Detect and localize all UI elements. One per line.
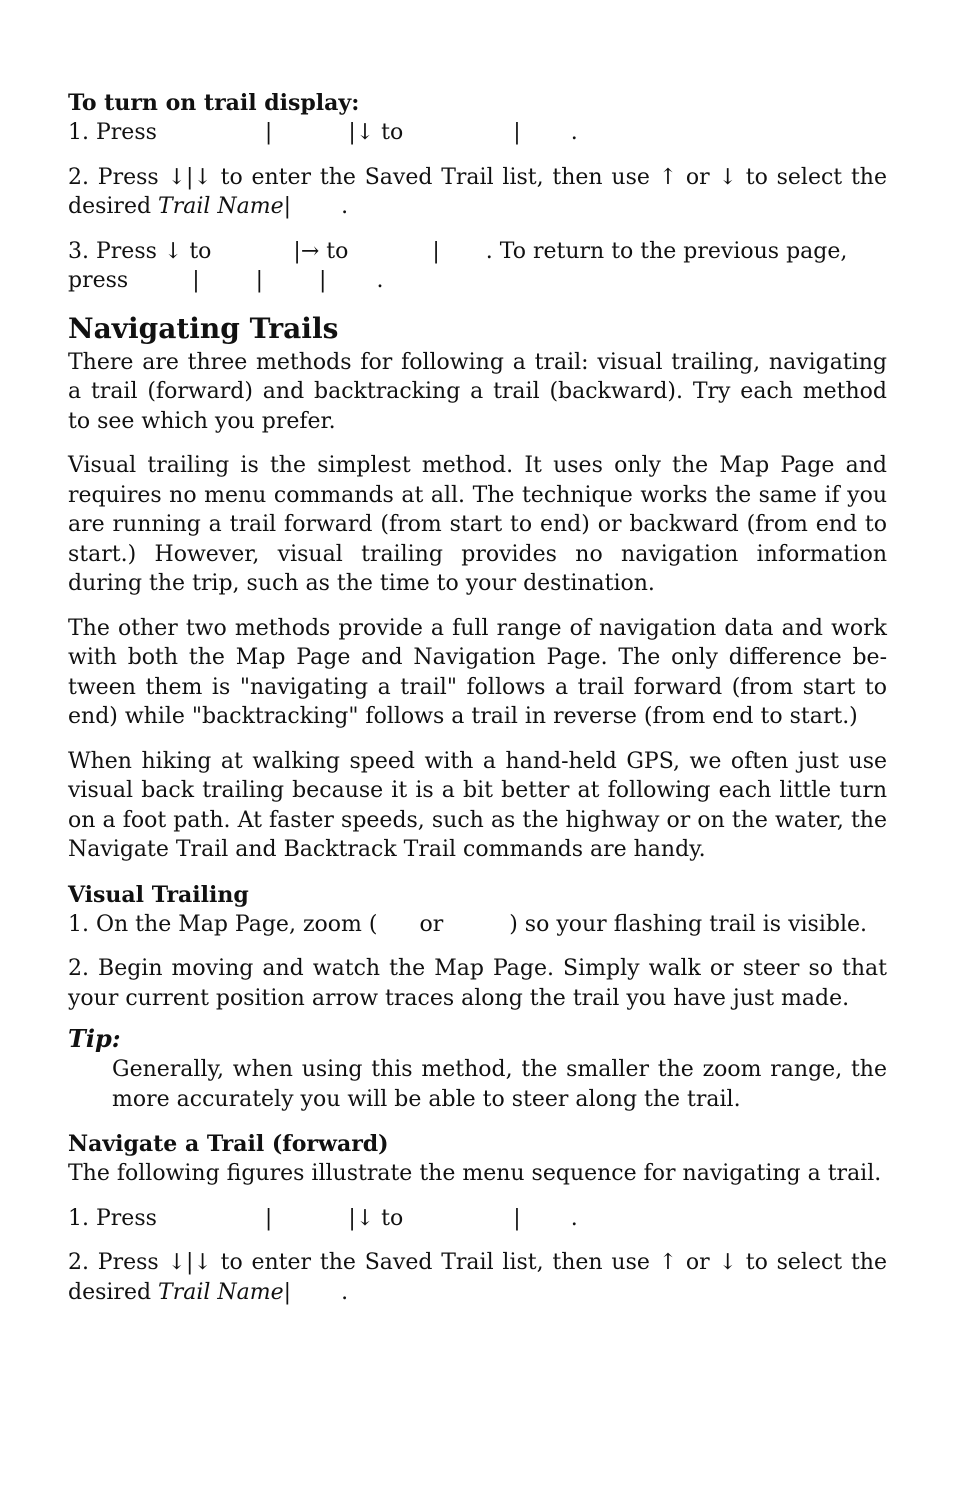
paragraph-hiking: When hiking at walking speed with a hand-held GPS, we often just use visual back trailing because it is a bit better at following each little turn on a foot path. At faster speeds, such as the highway or on the water, the Navigate Trail and Backtrack Trail commands are handy. — [68, 748, 887, 862]
step-text: |→ to — [293, 238, 349, 264]
separator: | — [283, 194, 292, 219]
visual-trailing-step-1 — [68, 910, 887, 940]
step-text: . — [376, 268, 384, 293]
manual-page — [68, 88, 887, 1307]
navigate-forward-step-1 — [68, 1204, 887, 1234]
separator: | — [432, 238, 440, 264]
separator: | — [513, 120, 521, 145]
step-text: . — [570, 1205, 578, 1231]
tip-text: Generally, when using this method, the smaller the zoom range, the more accurately you will be able to steer along the trail. — [112, 1057, 887, 1112]
tip-label: Tip: — [68, 1024, 121, 1053]
step-text: 1. Press — [68, 1205, 157, 1231]
step-text: . To return to the previous page, press — [68, 238, 848, 293]
separator: | — [283, 1279, 292, 1305]
step-text: 3. Press ↓ to — [68, 238, 212, 264]
trail-name-term: Trail Name — [158, 194, 284, 219]
trail-display-step-2 — [68, 163, 887, 222]
step-text: . — [341, 194, 349, 219]
navigating-trails-title: Navigating Trails — [68, 311, 339, 345]
navigate-forward-intro: The following figures illustrate the menu sequence for navigating a trail. — [68, 1161, 882, 1186]
visual-trailing-step-2: 2. Begin moving and watch the Map Page. Simply walk or steer so that your current position arrow traces along the trail you have just made. — [68, 956, 887, 1011]
step-text: 1. On the Map Page, zoom ( — [68, 911, 378, 937]
step-text: 2. Press ↓|↓ to enter the Saved Trail list, then use ↑ or ↓ to select the desired — [68, 1250, 887, 1305]
navigate-forward-heading: Navigate a Trail (forward) — [68, 1131, 389, 1157]
paragraph-other-methods: The other two methods provide a full range of navigation data and work with both the Map Page and Navigation Page. The only difference between them is "navigating a trail" follows a trail forward (from start to end) while "backtracking" follows a trail in reverse (from end to start.) — [68, 615, 887, 729]
navigate-forward-step-2 — [68, 1248, 887, 1307]
trail-display-step-1 — [68, 118, 887, 148]
paragraph-methods: There are three methods for following a trail: visual trailing, navigating a trail (forward) and backtracking a trail (backward). Try each method to see which you prefer. — [68, 349, 887, 434]
step-text: . — [341, 1279, 349, 1305]
step-text: |↓ to — [348, 120, 404, 145]
trail-display-step-3 — [68, 237, 887, 296]
step-text: . — [570, 120, 578, 145]
step-text: or — [419, 911, 444, 937]
trail-name-term: Trail Name — [158, 1279, 284, 1305]
separator: | — [264, 1205, 273, 1231]
visual-trailing-heading: Visual Trailing — [68, 881, 249, 908]
paragraph-visual-trailing: Visual trailing is the simplest method. It uses only the Map Page and requires no menu commands at all. The technique works the same if you are running a trail forward (from start to end) or backward (from end to start.) However, visual trailing provides no navigation information during the trip, such as the time to your destination. — [68, 453, 887, 596]
separator: | — [192, 268, 200, 293]
step-text: 2. Press ↓|↓ to enter the Saved Trail list, then use ↑ or ↓ to select the desired — [68, 164, 887, 219]
step-text: 1. Press — [68, 120, 157, 145]
trail-display-heading: To turn on trail display: — [68, 90, 360, 116]
separator: | — [319, 268, 327, 293]
separator: | — [513, 1205, 521, 1231]
step-text: ) so your flashing trail is visible. — [509, 911, 868, 937]
step-text: |↓ to — [348, 1205, 404, 1231]
separator: | — [264, 120, 273, 145]
separator: | — [255, 268, 264, 293]
